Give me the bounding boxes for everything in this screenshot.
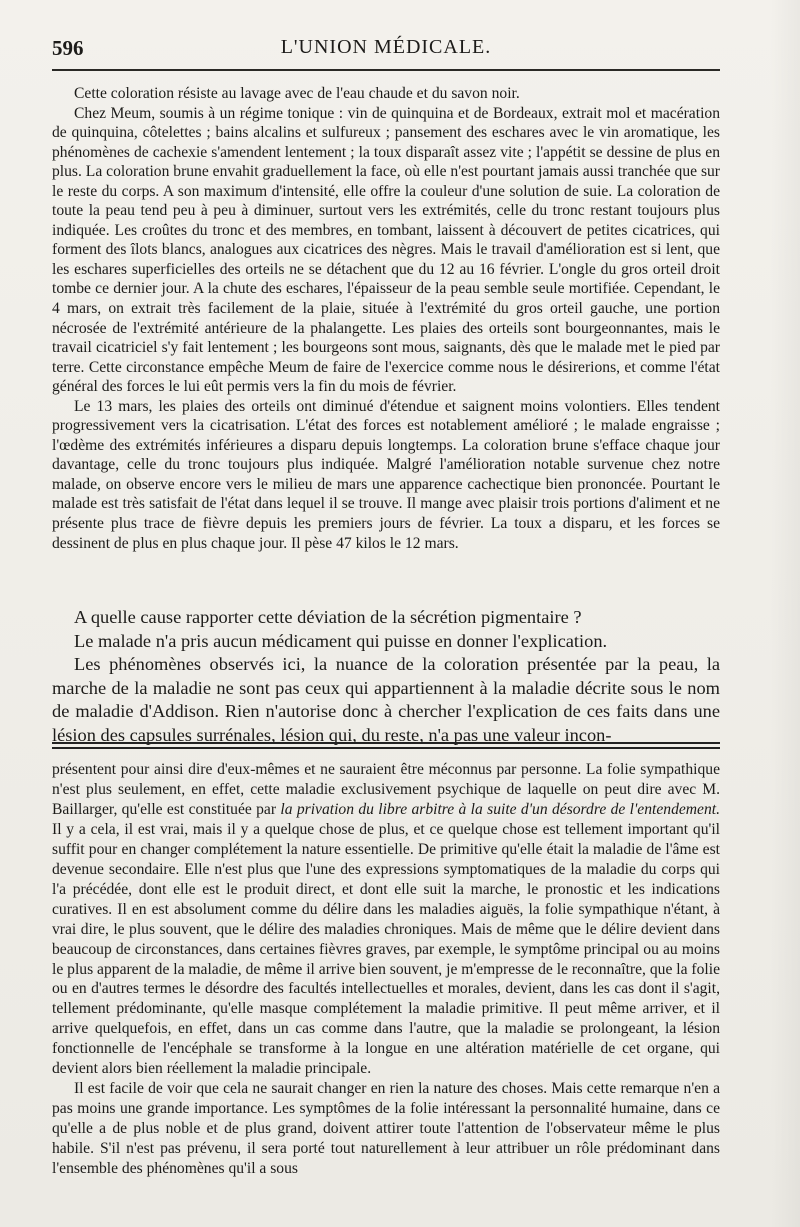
page-header <box>52 36 720 62</box>
feuilleton-text-b: Il y a cela, il est vrai, mais il y a quelque chose de plus, et ce quelque chose est tellement important qu'il suffit pour en changer complétement la nature essentielle. De primitive qu'elle était la maladie de l'âme est devenue secondaire. Elle n'est plus que l'une des expressions symptomatiques de la maladie du corps qui l'a précédée, dont elle est le produit direct, et dont elle suit la marche, le pronostic et les indications curatives. Il en est absolument comme du délire dans les maladies aiguës, la folie sympathique n'étant, à vrai dire, le plus souvent, que le délire des maladies chroniques. Mais de même que le délire devient dans beaucoup de circonstances, dans certaines fièvres graves, par exemple, le symptôme principal ou au moins le plus apparent de la maladie, de même il arrive bien souvent, je m'empresse de le reconnaître, que la folie ou en d'autres termes le désordre des facultés intellectuelles et morales, devient, dans les cas dont il s'agit, tellement prédominante, qu'elle masque complétement la maladie primitive. Il peut même arriver, et il arrive quelquefois, en effet, dans un cas comme dans l'autre, que la maladie se prolongeant, la lésion fonctionnelle de l'encéphale se transforme à la longue en une altération matérielle de cet organe, qui devient alors bien réellement la maladie principale. <box>52 820 720 1078</box>
feuilleton-paragraph-2: Il est facile de voir que cela ne saurait changer en rien la nature des choses. Mais cette remarque n'en a pas moins une grande importance. Les symptômes de la folie intéressant la personnalité humaine, dans ce qu'elle a de plus noble et de plus grand, doivent attirer toute l'attention de l'observateur même le plus habile. S'il n'est pas prévenu, il sera porté tout naturellement à leur attribuer un rôle prédominant dans l'ensemble des phénomènes qu'il a sous <box>52 1080 720 1178</box>
page-number: 596 <box>52 36 84 60</box>
case-report-section <box>52 84 720 553</box>
discussion-paragraph-2: Les phénomènes observés ici, la nuance de la coloration présentée par la peau, la marche de la maladie ne sont pas ceux qui appartiennent à la maladie décrite sous le nom de maladie d'Addison. Rien n'autorise donc à chercher l'explication de ces faits dans une lésion des capsules surrénales, lésion qui, du reste, n'a pas une valeur incon- <box>52 654 720 745</box>
case-paragraph-2: Chez Meum, soumis à un régime tonique : vin de quinquina et de Bordeaux, extrait mol et macération de quinquina, côtelettes ; bains alcalins et sulfureux ; pansement des eschares avec le vin aromatique, les phénomènes de cachexie s'amendent lentement ; la toux disparaît assez vite ; l'appétit se dessine de plus en plus. La coloration brune envahit graduellement la face, où elle n'est pourtant jamais aussi tranchée que sur le reste du corps. A son maximum d'intensité, elle offre la couleur d'une solution de suie. La coloration de toute la peau tend peu à peu à diminuer, surtout vers les extrémités, celle du tronc restant toujours plus indiquée. Les croûtes du tronc et des membres, en tombant, laissent à découvert de petites cicatrices, qui forment des îlots blancs, analogues aux cicatrices des nègres. Mais le travail d'amélioration est si lent, que les eschares superficielles des orteils ne se détachent que du 12 au 16 février. L'ongle du gros orteil droit tombe ce dernier jour. A la chute des eschares, l'épaisseur de la peau semble seule mortifiée. Cependant, le 4 mars, on extrait très facilement de la plaie, située à l'extrémité du gros orteil gauche, une portion nécrosée de l'extrémité antérieure de la phalangette. Les plaies des orteils sont bourgeonnantes, mais le travail cicatriciel s'y fait lentement ; les bourgeons sont mous, saignants, dès que le malade met le pied par terre. Cette circonstance empêche Meum de faire de l'exercice comme nous le désirerions, et comme l'état général des forces le lui eût permis vers la fin du mois de février. <box>52 104 720 396</box>
feuilleton-section <box>52 760 720 1179</box>
feuilleton-paragraph-1 <box>52 760 720 1079</box>
feuilleton-text-a: présentent pour ainsi dire d'eux-mêmes et ne sauraient être méconnus par personne. La folie sympathique n'est plus seulement, en effet, cette maladie exclusivement psychique de laquelle on peut dire avec M. Baillarger, qu'elle est constituée par <box>52 761 720 818</box>
case-paragraph-1: Cette coloration résiste au lavage avec de l'eau chaude et du savon noir. <box>74 85 520 102</box>
feuilleton-quote: la privation du libre arbitre à la suite d'un désordre de l'entendement. <box>280 800 721 818</box>
discussion-section <box>52 606 720 748</box>
feuilleton-divider <box>52 742 720 749</box>
journal-title: L'UNION MÉDICALE. <box>280 36 492 58</box>
page-edge-shadow <box>770 0 800 1227</box>
discussion-paragraph-1: Le malade n'a pris aucun médicament qui puisse en donner l'explication. <box>74 630 608 651</box>
discussion-question: A quelle cause rapporter cette déviation de la sécrétion pigmentaire ? <box>74 607 582 627</box>
case-paragraph-3: Le 13 mars, les plaies des orteils ont diminué d'étendue et saignent moins volontiers. Elles tendent progressivement vers la cicatrisation. L'état des forces est notablement amélioré ; le malade engraisse ; l'œdème des extrémités inférieures a disparu depuis longtemps. La coloration brune s'efface chaque jour davantage, celle du tronc toujours plus indiquée. Malgré l'amélioration notable survenue chez notre malade, on observe encore vers le milieu de mars une apparence cachectique bien prononcée. Pourtant le malade est très satisfait de l'état dans lequel il se trouve. Il mange avec plaisir trois portions d'aliment et ne présente plus trace de fièvre depuis les premiers jours de février. La toux a disparu, et les forces se dessinent de plus en plus chaque jour. Il pèse 47 kilos le 12 mars. <box>52 397 720 552</box>
header-rule <box>52 69 720 71</box>
